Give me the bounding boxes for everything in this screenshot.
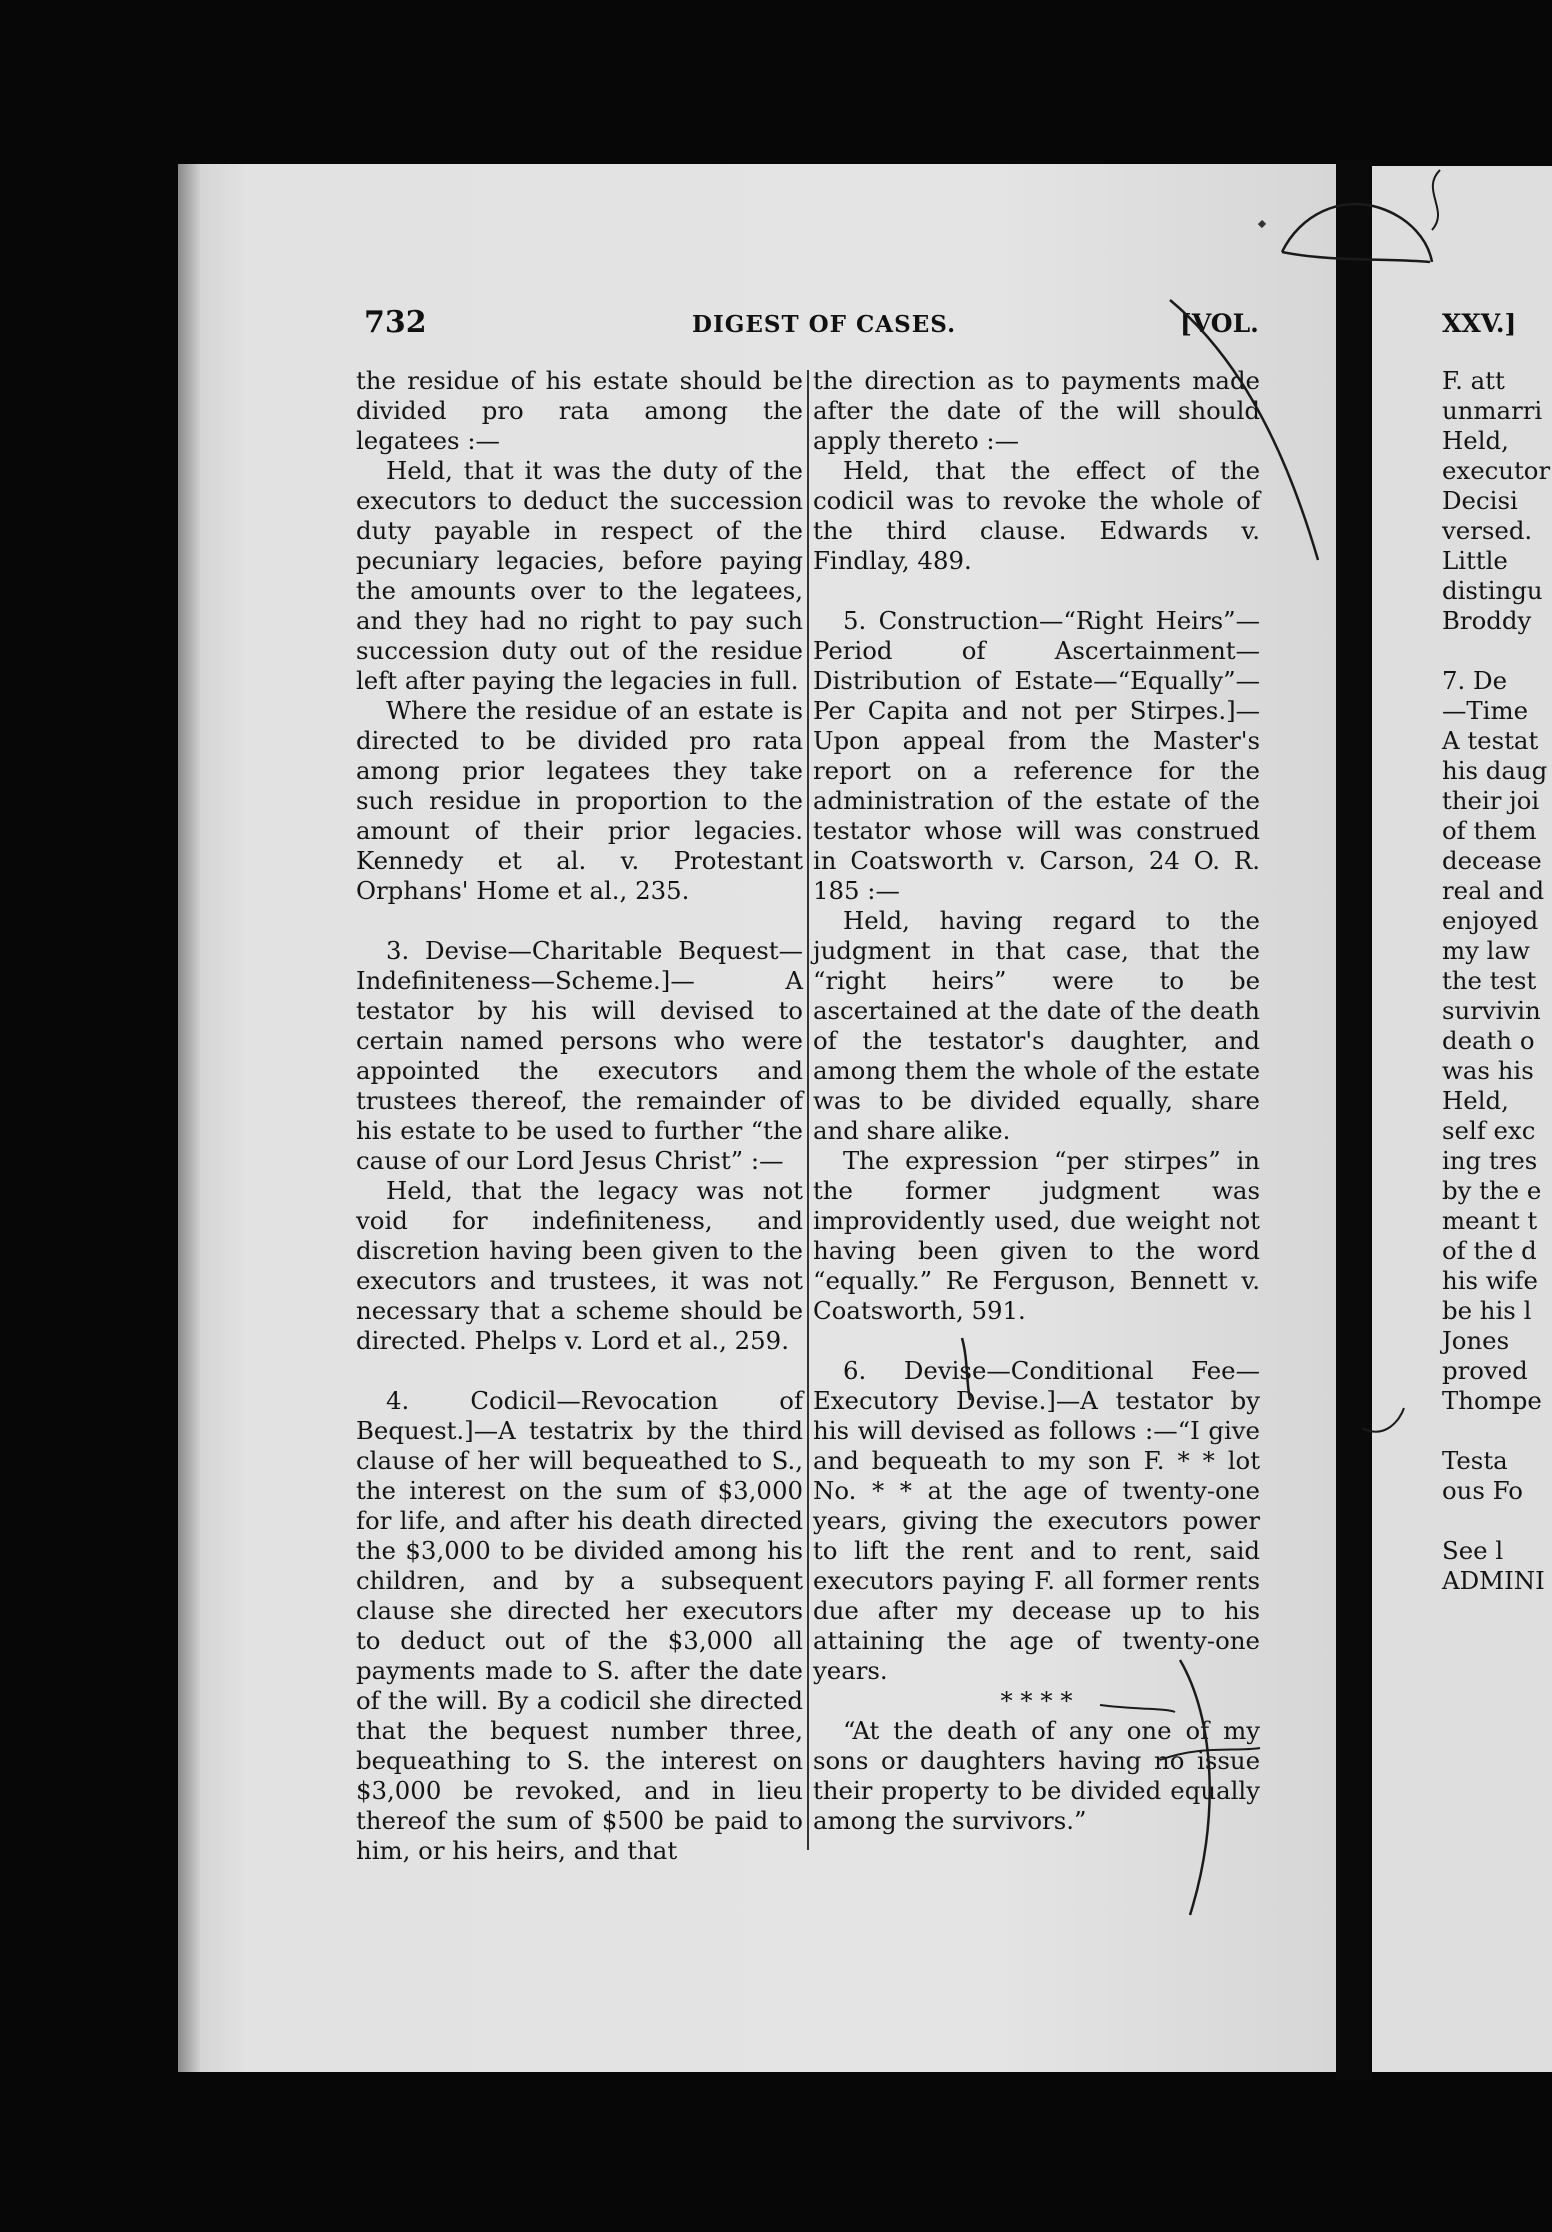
case-entry-5: 5. Construction—“Right Heirs”—Period of Ascertainment—Distribution of Estate—“Equally”—Per Capita and not per Stirpes.]—Upon appeal from the Master's report on a reference for the administration of the estate of the testator whose will was construed in Coatsworth v. Carson, 24 O. R. 185 :— [813,606,1260,905]
facing-page-fragment: be his l [1442,1296,1532,1325]
facing-page-fragment: of them [1442,816,1537,845]
facing-page-fragment: 7. De [1442,666,1508,695]
facing-page-fragment: survivin [1442,996,1541,1025]
column-divider [807,370,809,1850]
case-entry-4: 4. Codicil—Revocation of Bequest.]—A testatrix by the third clause of her will bequeathed to S., the interest on the sum of $3,000 for life, and after his death directed the $3,000 to be divided among his children, and by a subsequent clause she directed her executors to deduct out of the $3,000 all payments made to S. after the date of the will. By a codicil she directed that the bequest number three, bequeathing to S. the interest on $3,000 be revoked, and in lieu thereof the sum of $500 be paid to him, or his heirs, and that [356,1386,803,1865]
paragraph: “At the death of any one of my sons or daughters having no issue their property to be divided equally among the survivors.” [813,1716,1260,1835]
facing-page-fragment: enjoyed [1442,906,1539,935]
paragraph: the residue of his estate should be divided pro rata among the legatees :— [356,366,803,455]
facing-page-fragment: distingu [1442,576,1543,605]
left-column [356,366,803,1866]
facing-page-fragment: decease [1442,846,1542,875]
facing-page-fragment: the test [1442,966,1537,995]
facing-page-fragment: executor [1442,456,1551,485]
paragraph: the direction as to payments made after the date of the will should apply thereto :— [813,366,1260,455]
facing-page-fragment: death o [1442,1026,1535,1055]
facing-page-fragment: Broddy [1442,606,1532,635]
facing-page-fragment: unmarri [1442,396,1543,425]
paragraph: Where the residue of an estate is directed to be divided pro rata among prior legatees they take such residue in proportion to the amount of their prior legacies. Kennedy et al. v. Protestant Orphans' Home et al., 235. [356,696,803,905]
facing-page-fragment: Held, [1442,426,1509,455]
running-head: DIGEST OF CASES. [692,311,957,338]
page-number: 732 [364,305,427,340]
facing-page-fragment: ADMINI [1442,1566,1545,1595]
facing-page-fragment: versed. [1442,516,1533,545]
facing-page-fragment: Decisi [1442,486,1518,515]
facing-page-fragment: their joi [1442,786,1540,815]
paragraph: Held, that it was the duty of the executors to deduct the succession duty payable in respect of the pecuniary legacies, before paying the amounts over to the legatees, and they had no right to pay such succession duty out of the residue left after paying the legacies in full. [356,456,803,695]
paragraph: Held, that the legacy was not void for indefiniteness, and discretion having been given to the executors and trustees, it was not necessary that a scheme should be directed. Phelps v. Lord et al., 259. [356,1176,803,1355]
facing-page-fragment: —Time [1442,696,1529,725]
paragraph: The expression “per stirpes” in the former judgment was improvidently used, due weight not having been given to the word “equally.” Re Ferguson, Bennett v. Coatsworth, 591. [813,1146,1260,1325]
asterisks-separator: * * * * [1000,1686,1073,1715]
facing-page-fragment: self exc [1442,1116,1536,1145]
facing-page-fragment: my law [1442,936,1530,965]
case-entry-6: 6. Devise—Conditional Fee—Executory Devise.]—A testator by his will devised as follows :—“I give and bequeath to my son F. * * lot No. * * at the age of twenty-one years, giving the executors power to lift the rent and to rent, said executors paying F. all former rents due after my decease up to his attaining the age of twenty-one years. [813,1356,1260,1685]
facing-page-fragment: Held, [1442,1086,1509,1115]
facing-page-fragment: Jones [1442,1326,1510,1355]
facing-page-fragment: ous Fo [1442,1476,1523,1505]
paragraph: Held, having regard to the judgment in that case, that the “right heirs” were to be ascertained at the date of the death of the testator's daughter, and among them the whole of the estate was to be divided equally, share and share alike. [813,906,1260,1145]
volume-label-right: XXV.] [1442,309,1517,338]
facing-page-fragment: Testa [1442,1446,1508,1475]
case-entry-3: 3. Devise—Charitable Bequest—Indefiniteness—Scheme.]— A testator by his will devised to certain named persons who were appointed the executors and trustees thereof, the remainder of his estate to be used to further “the cause of our Lord Jesus Christ” :— [356,936,803,1175]
facing-page-fragment: was his [1442,1056,1534,1085]
facing-page-fragment: Thompe [1442,1386,1542,1415]
book-gutter [1336,160,1372,2080]
volume-label-left: [VOL. [1180,309,1259,338]
facing-page-fragment [1442,1416,1552,1446]
facing-page-fragment: his daug [1442,756,1548,785]
paragraph: Held, that the effect of the codicil was to revoke the whole of the third clause. Edwards v. Findlay, 489. [813,456,1260,575]
facing-page-fragment: of the d [1442,1236,1537,1265]
facing-page-fragment: proved [1442,1356,1528,1385]
facing-page-fragment: real and [1442,876,1545,905]
facing-page-fragment: meant t [1442,1206,1538,1235]
facing-page-column [1442,366,1552,1596]
facing-page-fragment [1442,636,1552,666]
right-column [813,366,1260,1836]
facing-page-fragment: See l [1442,1536,1504,1565]
facing-page-fragment [1442,1506,1552,1536]
facing-page-fragment: his wife [1442,1266,1538,1295]
facing-page-fragment: A testat [1442,726,1539,755]
page-header [0,305,1552,345]
facing-page-fragment: ing tres [1442,1146,1538,1175]
facing-page-fragment: F. att [1442,366,1505,395]
facing-page-fragment: Little [1442,546,1508,575]
facing-page-fragment: by the e [1442,1176,1542,1205]
